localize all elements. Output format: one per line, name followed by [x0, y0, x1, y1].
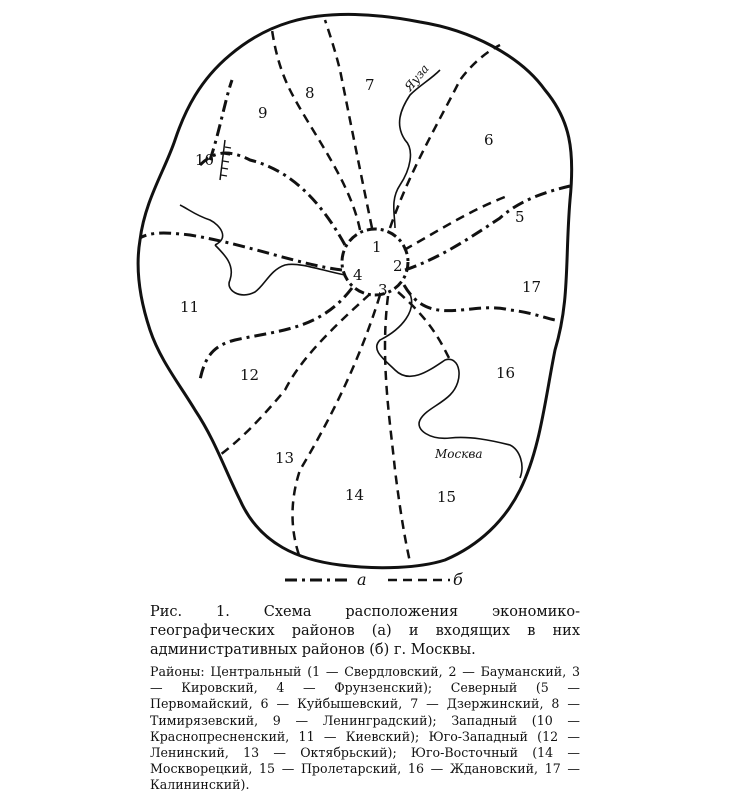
economic-region-boundaries: [140, 80, 570, 380]
district-13-label: 13: [275, 449, 295, 467]
administrative-district-boundaries: [220, 20, 510, 562]
caption-body: Районы: Центральный (1 — Свердловский, 2 — Бауманский, 3 — Кировский, 4 — Фрунзенский); Северный (5 — Первомайский, 6 — Куйбышевский, 7 — Дзержинский, 8 — Тимирязевский, 9 — Ленинградский); Западный (10 — Краснопресненский, 11 — Киевский); Юго-Западный (12 — Ленинский, 13 — Октябрьский); Юго-Восточный (14 — Москворецкий, 15 — Пролетарский, 16 — Ждановский, 17 — Калининский).: [150, 664, 580, 793]
district-11-label: 11: [180, 298, 200, 316]
district-3-label: 3: [378, 281, 388, 299]
legend-a-label: а: [357, 570, 367, 589]
district-17-label: 17: [522, 278, 542, 296]
district-12-label: 12: [240, 366, 260, 384]
legend-b-label: б: [453, 570, 463, 589]
district-15-label: 15: [437, 488, 457, 506]
district-1-label: 1: [372, 238, 382, 256]
yauza-label: Яуза: [401, 61, 432, 94]
district-8-label: 8: [305, 84, 315, 102]
figure-caption: [150, 603, 580, 794]
district-7-label: 7: [365, 76, 375, 94]
district-2-label: 2: [393, 257, 403, 275]
moskva-label: Москва: [435, 447, 483, 461]
district-14-label: 14: [345, 486, 365, 504]
caption-title: Рис. 1. Схема расположения экономико-географических районов (а) и входящих в них административных районов (б) г. Москвы.: [150, 604, 580, 658]
legend: [0, 565, 738, 595]
city-boundary: [138, 14, 572, 567]
moskva-river: [215, 245, 522, 478]
district-10-label: 10: [195, 151, 215, 169]
district-5-label: 5: [515, 208, 525, 226]
hatched-boundary: [220, 140, 231, 180]
district-6-label: 6: [484, 131, 494, 149]
district-4-label: 4: [353, 266, 363, 284]
yauza-river: [394, 70, 440, 228]
district-16-label: 16: [496, 364, 516, 382]
rivers: [180, 70, 522, 478]
district-9-label: 9: [258, 104, 268, 122]
